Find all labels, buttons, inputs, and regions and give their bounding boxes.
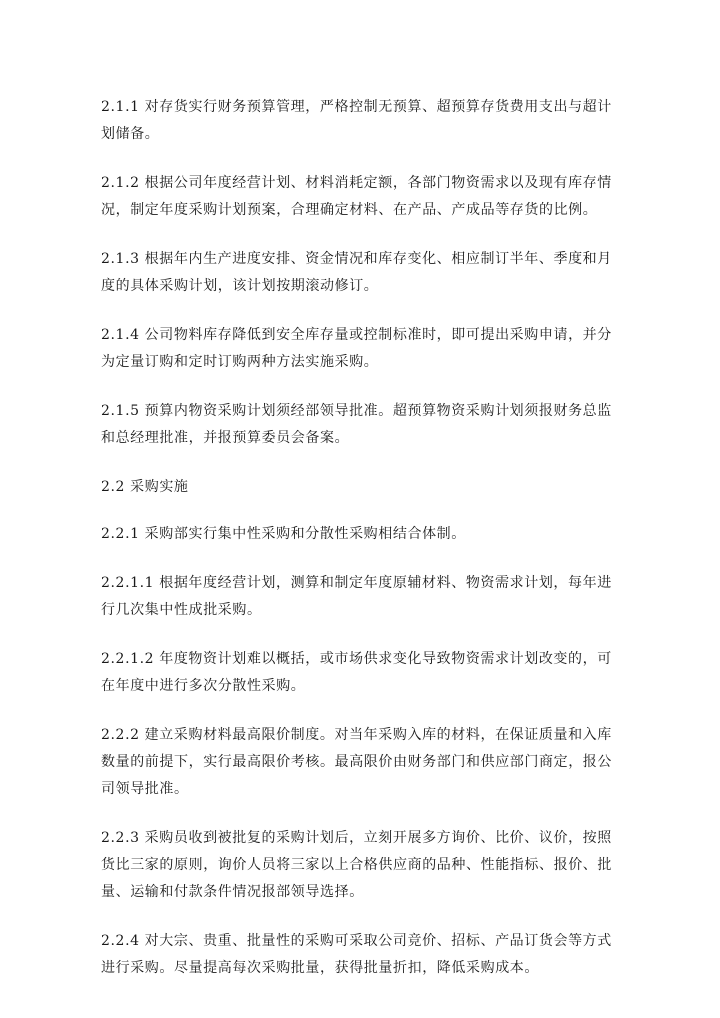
clause-2-1-5: 2.1.5 预算内物资采购计划须经部领导批准。超预算物资采购计划须报财务总监和总经理批准，并报预算委员会备案。: [101, 403, 612, 446]
document-body: [101, 94, 623, 1004]
clause-2-1-1: 2.1.1 对存货实行财务预算管理，严格控制无预算、超预算存货费用支出与超计划储备。: [101, 99, 612, 142]
clause-2-2-2: 2.2.2 建立采购材料最高限价制度。对当年采购入库的材料，在保证质量和入库数量的前提下，实行最高限价考核。最高限价由财务部门和供应部门商定，报公司领导批准。: [101, 727, 612, 797]
clause-2-2-4: 2.2.4 对大宗、贵重、批量性的采购可采取公司竞价、招标、产品订货会等方式进行采购。尽量提高每次采购批量，获得批量折扣，降低采购成本。: [101, 933, 612, 976]
clause-2-2-1-2: 2.2.1.2 年度物资计划难以概括，或市场供求变化导致物资需求计划改变的，可在年度中进行多次分散性采购。: [101, 651, 612, 694]
clause-2-1-4: 2.1.4 公司物料库存降低到安全库存量或控制标准时，即可提出采购申请，并分为定量订购和定时订购两种方法实施采购。: [101, 327, 612, 370]
clause-2-1-2: 2.1.2 根据公司年度经营计划、材料消耗定额，各部门物资需求以及现有库存情况，制定年度采购计划预案，合理确定材料、在产品、产成品等存货的比例。: [101, 175, 612, 218]
clause-2-2-1-1: 2.2.1.1 根据年度经营计划，测算和制定年度原辅材料、物资需求计划，每年进行几次集中性成批采购。: [101, 575, 612, 618]
section-heading-2-2: 2.2 采购实施: [101, 479, 189, 495]
clause-2-2-1: 2.2.1 采购部实行集中性采购和分散性采购相结合体制。: [101, 526, 466, 542]
clause-2-1-3: 2.1.3 根据年内生产进度安排、资金情况和库存变化、相应制订半年、季度和月度的具体采购计划，该计划按期滚动修订。: [101, 251, 612, 294]
clause-2-2-3: 2.2.3 采购员收到被批复的采购计划后，立刻开展多方询价、比价、议价，按照货比三家的原则，询价人员将三家以上合格供应商的品种、性能指标、报价、批量、运输和付款条件情况报部领导选择。: [101, 830, 612, 900]
